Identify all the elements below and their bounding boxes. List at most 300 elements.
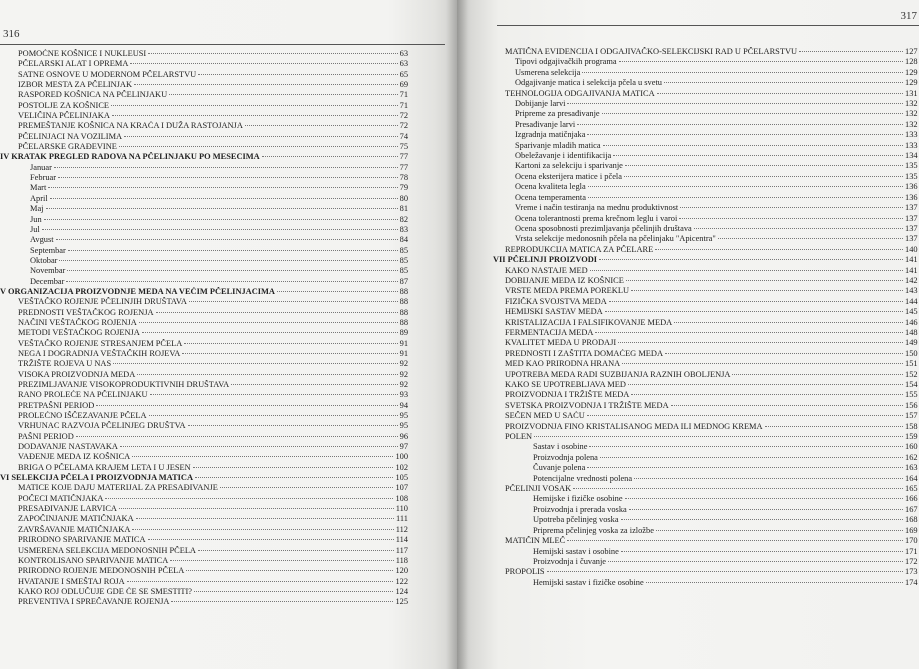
dot-leader <box>534 436 903 437</box>
toc-page-number: 163 <box>905 463 918 473</box>
toc-page-number: 134 <box>905 151 918 161</box>
toc-entry <box>0 380 408 390</box>
dot-leader <box>599 259 903 260</box>
toc-page-number: 95 <box>399 411 408 421</box>
dot-leader <box>132 456 393 457</box>
toc-entry <box>0 235 408 245</box>
toc-entry-title: FIZIČKA SVOJSTVA MEDA <box>505 296 607 306</box>
toc-entry <box>493 47 919 57</box>
dot-leader <box>587 415 903 416</box>
toc-entry-title: RASPORED KOŠNICA NA PČELINJAKU <box>18 90 168 100</box>
toc-chapter-heading <box>0 152 408 162</box>
toc-page-number: 131 <box>905 88 918 98</box>
toc-page-number: 133 <box>905 130 918 140</box>
dot-leader <box>656 530 903 531</box>
toc-entry-title: Ocena sposobnosti prezimljavanja pčelinjih društava <box>515 223 692 233</box>
dot-leader <box>567 540 903 541</box>
toc-page-number: 77 <box>399 162 408 172</box>
toc-entry <box>0 359 408 369</box>
dot-leader <box>170 560 393 561</box>
header-rule-left <box>0 44 445 45</box>
dot-leader <box>277 291 398 292</box>
dot-leader <box>148 539 394 540</box>
toc-entry-title: KAKO ROJ ODLUČUJE GDE ĆE SE SMESTITI? <box>18 586 193 596</box>
dot-leader <box>665 353 903 354</box>
dot-leader <box>96 405 397 406</box>
toc-entry <box>493 338 919 348</box>
toc-entry <box>0 370 408 380</box>
toc-page-number: 97 <box>399 442 408 452</box>
toc-page-number: 137 <box>905 213 918 223</box>
toc-entry-title: Februar <box>30 173 57 183</box>
toc-entry <box>493 401 919 411</box>
toc-entry-title: MATIČNA EVIDENCIJA I ODGAJIVAČKO-SELEKCIJSKI RAD U PČELARSTVU <box>505 47 798 56</box>
toc-entry <box>493 182 919 192</box>
toc-entry-title: PČELINJI VOSAK <box>505 484 572 494</box>
toc-page-number: 152 <box>905 369 918 379</box>
toc-entry <box>493 411 919 421</box>
toc-entry <box>0 277 408 287</box>
toc-page-number: 71 <box>399 90 408 100</box>
toc-entry-title: VAĐENJE MEDA IZ KOŠNICA <box>18 452 131 462</box>
toc-page-number: 92 <box>399 359 408 369</box>
dot-leader <box>42 229 398 230</box>
dot-leader <box>184 343 397 344</box>
dot-leader <box>605 311 903 312</box>
toc-entry-title: IZBOR MESTA ZA PČELINJAK <box>18 80 133 90</box>
toc-page-number: 110 <box>395 504 408 514</box>
dot-leader <box>148 53 397 54</box>
dot-leader <box>588 186 903 187</box>
toc-entry-title: VEŠTAČKO ROJENJE PČELINJIH DRUŠTAVA <box>18 297 187 307</box>
toc-entry-title: Jun <box>30 214 42 224</box>
toc-entry-title: KONTROLISANO SPARIVANJE MATICA <box>18 555 169 565</box>
toc-entry-title: VI SELEKCIJA PČELA I PROIZVODNJA MATICA <box>0 473 194 483</box>
toc-entry-title: PRETPAŠNI PERIOD <box>18 400 95 410</box>
toc-entry <box>493 515 919 525</box>
toc-entry-title: Potencijalne vrednosti polena <box>533 473 633 483</box>
toc-page-number: 135 <box>905 171 918 181</box>
toc-page-number: 156 <box>905 400 918 410</box>
toc-page-number: 87 <box>399 276 408 286</box>
toc-entry-title: PRIRODNO SPARIVANJE MATICA <box>18 535 146 545</box>
toc-page-number: 75 <box>399 142 408 152</box>
toc-entry-title: Maj <box>30 204 44 214</box>
toc-entry-title: April <box>30 193 48 203</box>
toc-entry-title: VRSTE MEDA PREMA POREKLU <box>505 286 630 296</box>
toc-chapter-heading <box>493 255 919 265</box>
toc-entry <box>0 225 408 235</box>
toc-entry <box>493 172 919 182</box>
toc-entry-title: PRESAĐIVANJE LARVICA <box>18 504 117 514</box>
toc-page-number: 150 <box>905 348 918 358</box>
toc-entry-title: PČELARSKI ALAT I OPREMA <box>18 59 129 69</box>
toc-entry-title: Ocena eksterijera matice i pčela <box>515 171 622 181</box>
toc-entry <box>493 234 919 244</box>
toc-entry <box>0 349 408 359</box>
dot-leader <box>127 581 394 582</box>
toc-entry <box>0 246 408 256</box>
dot-leader <box>195 477 393 478</box>
toc-entry <box>0 204 408 214</box>
dot-leader <box>231 384 397 385</box>
toc-entry-title: Tipovi odgajivačkih programa <box>515 57 617 67</box>
toc-entry <box>493 463 919 473</box>
toc-entry <box>493 193 919 203</box>
toc-entry-title: PREDNOSTI I ZAŠTITA DOMAĆEG MEDA <box>505 348 663 358</box>
dot-leader <box>113 363 397 364</box>
toc-page-number: 151 <box>905 359 918 369</box>
dot-leader <box>625 498 903 499</box>
toc-entry-title: Proizvodnja i čuvanje <box>533 556 607 566</box>
toc-entry-title: Vrsta selekcije medonosnih pčela na pčelinjaku "Apicentra" <box>515 234 716 244</box>
dot-leader <box>137 374 397 375</box>
toc-page-number: 164 <box>905 473 918 483</box>
dot-leader <box>655 249 903 250</box>
toc-entry <box>0 401 408 411</box>
toc-entry-title: REPRODUKCIJA MATICA ZA PČELARE <box>505 244 654 254</box>
dot-leader <box>262 156 398 157</box>
toc-entry-title: Proizvodnja polena <box>533 452 598 462</box>
toc-entry-title: Avgust <box>30 235 54 245</box>
toc-entry <box>493 276 919 286</box>
toc-entry <box>493 109 919 119</box>
toc-entry <box>493 141 919 151</box>
toc-entry-title: POLEN <box>505 432 532 442</box>
toc-entry <box>493 432 919 442</box>
toc-page-number: 91 <box>399 348 408 358</box>
toc-entry-title: Dobijanje larvi <box>515 99 566 109</box>
dot-leader <box>58 177 398 178</box>
dot-leader <box>618 342 903 343</box>
toc-entry-title: Kartoni za selekciju i sparivanje <box>515 161 623 171</box>
toc-page-number: 127 <box>905 47 918 56</box>
toc-page-number: 91 <box>399 338 408 348</box>
toc-entry-title: Ocena tolerantnosti prema krečnom leglu i varoi <box>515 213 678 223</box>
toc-page-number: 120 <box>395 566 408 576</box>
toc-entry <box>0 132 408 142</box>
toc-entry <box>0 339 408 349</box>
toc-entry <box>0 452 408 462</box>
toc-entry-title: FERMENTACIJA MEDA <box>505 327 594 337</box>
dot-leader <box>582 72 903 73</box>
dot-leader <box>628 384 903 385</box>
toc-page-number: 88 <box>399 307 408 317</box>
dot-leader <box>694 228 903 229</box>
toc-entry <box>0 390 408 400</box>
dot-leader <box>119 146 398 147</box>
toc-entry-title: Upotreba pčelinjeg voska <box>533 515 619 525</box>
toc-page-number: 78 <box>399 173 408 183</box>
toc-entry-title: PREVENTIVA I SPREČAVANJE ROJENJA <box>18 597 170 607</box>
toc-entry <box>0 142 408 152</box>
dot-leader <box>587 467 903 468</box>
toc-page-number: 108 <box>395 493 408 503</box>
toc-entry <box>0 80 408 90</box>
toc-entry <box>493 453 919 463</box>
toc-entry-title: Jul <box>30 224 40 234</box>
toc-page-number: 72 <box>399 121 408 131</box>
dot-leader <box>588 197 903 198</box>
toc-entry <box>0 173 408 183</box>
toc-entry <box>493 203 919 213</box>
dot-leader <box>193 467 394 468</box>
toc-entry <box>0 297 408 307</box>
toc-page-number: 132 <box>905 109 918 119</box>
toc-entry <box>493 214 919 224</box>
toc-page-number: 137 <box>905 203 918 213</box>
toc-entry-title: PČELINJACI NA VOZILIMA <box>18 131 123 141</box>
toc-page-number: 145 <box>905 307 918 317</box>
toc-entry <box>493 266 919 276</box>
toc-page-number: 125 <box>395 597 408 607</box>
toc-page-number: 96 <box>399 431 408 441</box>
toc-page-number: 133 <box>905 140 918 150</box>
toc-entry <box>493 547 919 557</box>
toc-entry-title: Septembar <box>30 245 66 255</box>
toc-entry-title: PROLEĆNO IŠČEZAVANJE PČELA <box>18 411 147 421</box>
toc-page-number: 83 <box>399 224 408 234</box>
toc-page-number: 82 <box>399 214 408 224</box>
toc-entry <box>493 297 919 307</box>
toc-entry-title: TEHNOLOGIJA ODGAJIVANJA MATICA <box>505 88 655 98</box>
toc-entry <box>0 318 408 328</box>
dot-leader <box>567 103 903 104</box>
toc-entry <box>0 463 408 473</box>
toc-list-left <box>0 49 408 608</box>
toc-entry-title: PROIZVODNJA FINO KRISTALISANOG MEDA ILI MEDNOG KREMA <box>505 421 763 431</box>
toc-page-number: 136 <box>905 192 918 202</box>
toc-entry-title: PRIRODNO ROJENJE MEDONOSNIH PČELA <box>18 566 185 576</box>
toc-entry-title: Sparivanje mladih matica <box>515 140 601 150</box>
dot-leader <box>111 105 398 106</box>
toc-page-number: 142 <box>905 275 918 285</box>
dot-leader <box>625 165 903 166</box>
toc-list-right <box>493 47 919 588</box>
toc-entry <box>493 526 919 536</box>
toc-entry <box>493 390 919 400</box>
toc-page-number: 92 <box>399 369 408 379</box>
toc-entry-title: Hemijske i fizičke osobine <box>533 494 623 504</box>
toc-entry-title: Sastav i osobine <box>533 442 588 452</box>
toc-entry-title: Mart <box>30 183 47 193</box>
toc-page-number: 111 <box>396 514 408 524</box>
dot-leader <box>621 551 903 552</box>
toc-entry <box>0 535 408 545</box>
toc-entry-title: KAKO SE UPOTREBLJAVA MED <box>505 380 626 389</box>
toc-entry-title: Ocena kvaliteta legla <box>515 182 586 192</box>
toc-entry-title: ZAPOČINJANJE MATIČNJAKA <box>18 514 134 524</box>
dot-leader <box>587 134 903 135</box>
toc-page-number: 129 <box>905 78 918 88</box>
dot-leader <box>67 270 397 271</box>
toc-entry <box>0 597 408 607</box>
dot-leader <box>56 239 398 240</box>
dot-leader <box>68 250 398 251</box>
book-gutter <box>446 0 468 669</box>
toc-entry <box>0 70 408 80</box>
toc-entry-title: RANO PROLEĆE NA PČELINJAKU <box>18 390 148 400</box>
toc-entry <box>493 78 919 88</box>
toc-entry-title: KRISTALIZACIJA I FALSIFIKOVANJE MEDA <box>505 317 673 327</box>
toc-entry-title: MED KAO PRIRODNA HRANA <box>505 359 621 369</box>
toc-entry-title: VRHUNAC RAZVOJA PČELINJEG DRUŠTVA <box>18 421 186 431</box>
toc-entry-title: POMOĆNE KOŠNICE I NUKLEUSI <box>18 49 147 58</box>
toc-entry <box>493 536 919 546</box>
dot-leader <box>624 176 903 177</box>
toc-entry-title: Usmerena selekcija <box>515 67 581 77</box>
toc-entry-title: VELIČINA PČELINJAKA <box>18 111 110 121</box>
toc-page-number: 118 <box>395 555 408 565</box>
toc-entry-title: METODI VEŠTAČKOG ROJENJA <box>18 328 140 338</box>
toc-entry <box>493 99 919 109</box>
toc-entry <box>0 90 408 100</box>
toc-page-number: 172 <box>905 556 918 566</box>
toc-entry <box>0 546 408 556</box>
toc-entry-title: VEŠTAČKO ROJENJE STRESANJEM PČELA <box>18 338 183 348</box>
dot-leader <box>139 322 398 323</box>
toc-entry <box>0 215 408 225</box>
toc-entry <box>0 101 408 111</box>
toc-page-number: 159 <box>905 432 918 442</box>
toc-entry-title: POSTOLJE ZA KOŠNICE <box>18 100 110 110</box>
dot-leader <box>150 394 398 395</box>
dot-leader <box>124 136 398 137</box>
toc-entry <box>0 121 408 131</box>
toc-entry <box>493 505 919 515</box>
toc-entry-title: Oktobar <box>30 255 58 265</box>
toc-entry-title: Izgradnja matičnjaka <box>515 130 586 140</box>
toc-page-number: 89 <box>399 328 408 338</box>
toc-page-number: 157 <box>905 411 918 421</box>
toc-page-number: 169 <box>905 525 918 535</box>
toc-page-number: 85 <box>399 266 408 276</box>
toc-entry-title: DODAVANJE NASTAVAKA <box>18 442 118 452</box>
dot-leader <box>609 301 903 302</box>
toc-page-number: 85 <box>399 245 408 255</box>
toc-entry <box>0 514 408 524</box>
toc-page-number: 84 <box>399 235 408 245</box>
toc-chapter-heading <box>0 287 408 297</box>
toc-page-number: 63 <box>399 59 408 69</box>
toc-page-number: 137 <box>905 223 918 233</box>
toc-entry <box>493 57 919 67</box>
toc-entry <box>493 286 919 296</box>
toc-entry <box>0 308 408 318</box>
toc-page-number: 148 <box>905 327 918 337</box>
dot-leader <box>732 374 903 375</box>
toc-entry <box>493 161 919 171</box>
toc-page-number: 132 <box>905 99 918 109</box>
toc-entry <box>493 245 919 255</box>
dot-leader <box>619 61 903 62</box>
toc-page-number: 100 <box>395 452 408 462</box>
dot-leader <box>44 219 398 220</box>
toc-entry <box>493 328 919 338</box>
toc-entry <box>0 421 408 431</box>
toc-entry-title: SATNE OSNOVE U MODERNOM PČELARSTVU <box>18 69 197 79</box>
toc-entry <box>493 120 919 130</box>
toc-entry-title: MATIČIN MLEČ <box>505 536 566 546</box>
toc-page-number: 94 <box>399 400 408 410</box>
toc-entry <box>493 307 919 317</box>
dot-leader <box>622 363 903 364</box>
toc-entry <box>0 483 408 493</box>
dot-leader <box>132 529 393 530</box>
toc-page-number: 65 <box>399 69 408 79</box>
toc-page-number: 141 <box>905 265 918 275</box>
toc-entry <box>0 411 408 421</box>
dot-leader <box>799 51 903 52</box>
toc-page-number: 168 <box>905 515 918 525</box>
toc-page-number: 154 <box>905 380 918 389</box>
dot-leader <box>680 207 903 208</box>
dot-leader <box>590 270 903 271</box>
toc-entry-title: KAKO NASTAJE MED <box>505 265 588 275</box>
toc-entry-title: POČECI MATIČNJAKA <box>18 493 104 503</box>
toc-page-number: 77 <box>399 152 408 162</box>
dot-leader <box>718 238 903 239</box>
toc-page-number: 105 <box>395 473 408 483</box>
dot-leader <box>674 322 903 323</box>
toc-entry <box>493 130 919 140</box>
toc-entry-title: Čuvanje polena <box>533 463 586 473</box>
toc-page-number: 71 <box>399 100 408 110</box>
dot-leader <box>198 74 397 75</box>
dot-leader <box>134 84 398 85</box>
toc-entry <box>493 370 919 380</box>
toc-entry <box>493 557 919 567</box>
dot-leader <box>634 478 903 479</box>
toc-entry-title: Presađivanje larvi <box>515 119 576 129</box>
toc-entry <box>0 163 408 173</box>
dot-leader <box>119 508 394 509</box>
toc-page-number: 93 <box>399 390 408 400</box>
dot-leader <box>189 301 398 302</box>
toc-page-number: 141 <box>905 255 918 265</box>
toc-entry-title: SVETSKA PROIZVODNJA I TRŽIŠTE MEDA <box>505 400 669 410</box>
dot-leader <box>573 488 903 489</box>
toc-entry <box>493 89 919 99</box>
toc-page-number: 95 <box>399 421 408 431</box>
toc-entry <box>493 422 919 432</box>
dot-leader <box>66 281 397 282</box>
toc-entry-title: HVATANJE I SMEŠTAJ ROJA <box>18 576 125 586</box>
toc-entry-title: SEČEN MED U SAĆU <box>505 411 585 421</box>
dot-leader <box>603 145 903 146</box>
toc-page-number: 136 <box>905 182 918 192</box>
toc-entry-title: MATICE KOJE DAJU MATERIJAL ZA PRESAĐIVANJE <box>18 483 218 493</box>
toc-page-number: 69 <box>399 80 408 90</box>
dot-leader <box>671 405 903 406</box>
toc-page-number: 124 <box>395 586 408 596</box>
toc-entry <box>0 587 408 597</box>
toc-page-number: 135 <box>905 161 918 171</box>
toc-entry-title: USMERENA SELEKCIJA MEDONOSNIH PČELA <box>18 545 196 555</box>
right-page <box>457 0 919 669</box>
toc-entry-title: Obeležavanje i identifikacija <box>515 151 612 161</box>
toc-page-number: 80 <box>399 193 408 203</box>
page-number-left: 316 <box>3 28 20 40</box>
toc-entry-title: Januar <box>30 162 52 172</box>
toc-entry <box>493 224 919 234</box>
toc-entry <box>0 432 408 442</box>
toc-page-number: 117 <box>395 545 408 555</box>
toc-entry-title: Hemijski sastav i fizičke osobine <box>533 577 644 587</box>
toc-entry <box>0 556 408 566</box>
toc-page-number: 114 <box>395 535 408 545</box>
toc-entry-title: KVALITET MEDA U PRODAJI <box>505 338 617 348</box>
